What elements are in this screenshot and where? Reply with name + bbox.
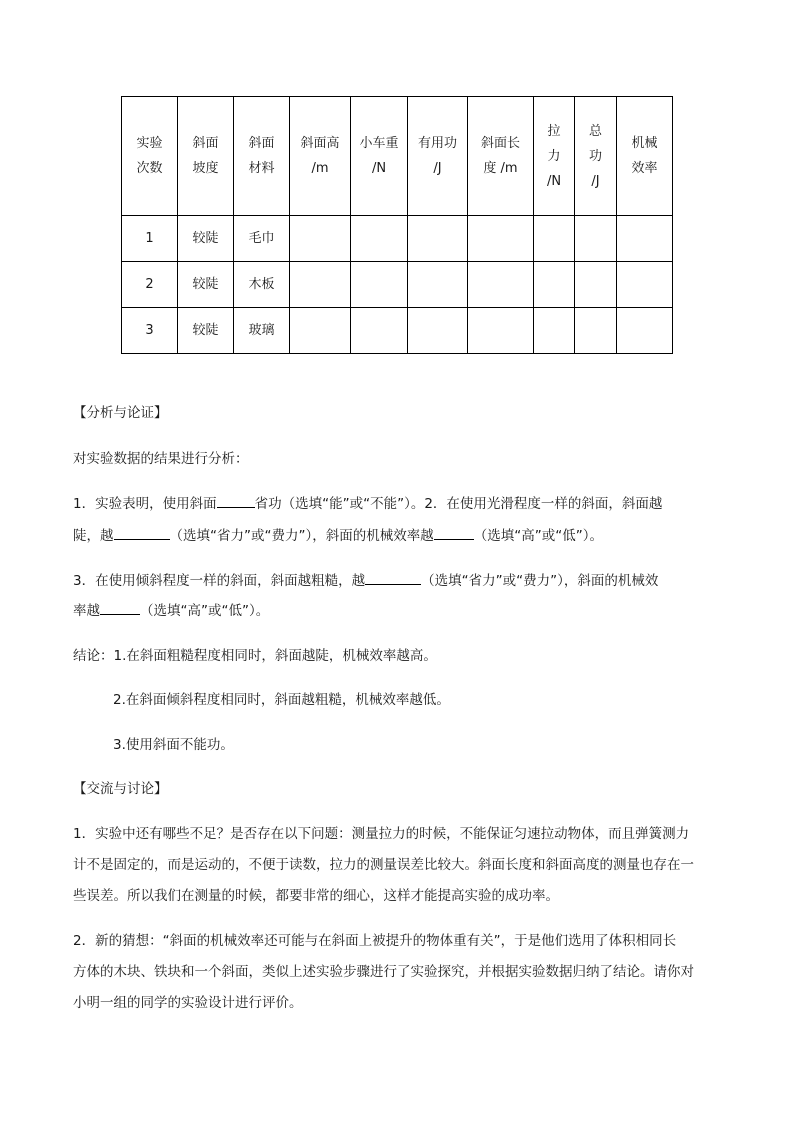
table-cell [290, 216, 351, 262]
header-useful-work: 有用功 /J [408, 97, 468, 216]
table-cell [575, 308, 617, 354]
analysis-heading: 【分析与论证】 [73, 405, 168, 421]
table-cell [408, 308, 468, 354]
table-cell: 玻璃 [234, 308, 290, 354]
analysis-question-line: 陡，越 （选填“省力”或“费力”），斜面的机械效率越 （选填“高”或“低”）。 [73, 525, 723, 547]
table-cell [290, 262, 351, 308]
table-cell [534, 308, 575, 354]
table-cell [468, 262, 534, 308]
discussion-paragraph-line: 些误差。所以我们在测量的时候，都要非常的细心，这样才能提高实验的成功率。 [73, 888, 559, 904]
table-cell [468, 308, 534, 354]
table-cell: 较陡 [178, 216, 234, 262]
table-cell [408, 262, 468, 308]
table-cell [575, 262, 617, 308]
discussion-paragraph-line: 小明一组的同学的实验设计进行评价。 [73, 995, 303, 1011]
header-slope-length: 斜面长 度 /m [468, 97, 534, 216]
analysis-question-line: 1．实验表明，使用斜面 省功（选填“能”或“不能”）。2．在使用光滑程度一样的斜面，斜面越 [73, 493, 723, 515]
table-cell [534, 216, 575, 262]
discussion-heading: 【交流与讨论】 [73, 781, 168, 797]
header-slope-material: 斜面 材料 [234, 97, 290, 216]
table-cell [351, 308, 408, 354]
discussion-paragraph-line: 2．新的猜想：“斜面的机械效率还可能与在斜面上被提升的物体重有关”，于是他们选用了体积相同长 [73, 933, 677, 949]
answer-blank[interactable] [100, 600, 140, 615]
header-mechanical-efficiency: 机械 效率 [617, 97, 673, 216]
table-cell [575, 216, 617, 262]
answer-blank[interactable] [114, 525, 170, 540]
analysis-question-line: 3．在使用倾斜程度一样的斜面，斜面越粗糙，越 （选填“省力”或“费力”），斜面的机械效 [73, 570, 723, 592]
analysis-question-line: 率越 （选填“高”或“低”）。 [73, 600, 723, 622]
table-cell: 较陡 [178, 262, 234, 308]
table-cell [351, 216, 408, 262]
table-cell [408, 216, 468, 262]
table-cell [290, 308, 351, 354]
discussion-paragraph-line: 计不是固定的，而是运动的，不便于读数，拉力的测量误差比较大。斜面长度和斜面高度的测量也存在一 [73, 857, 694, 873]
discussion-paragraph-line: 1．实验中还有哪些不足？是否存在以下问题：测量拉力的时候，不能保证匀速拉动物体，而且弹簧测力 [73, 826, 690, 842]
header-pull-force: 拉 力 /N [534, 97, 575, 216]
table-cell [617, 308, 673, 354]
header-trial-number: 实验 次数 [122, 97, 178, 216]
table-cell [351, 262, 408, 308]
answer-blank[interactable] [434, 525, 474, 540]
table-header-row [122, 97, 673, 216]
table-cell [534, 262, 575, 308]
header-slope-steepness: 斜面 坡度 [178, 97, 234, 216]
answer-blank[interactable] [217, 493, 255, 508]
table-cell [468, 216, 534, 262]
discussion-paragraph-line: 方体的木块、铁块和一个斜面，类似上述实验步骤进行了实验探究，并根据实验数据归纳了结论。请你对 [73, 964, 694, 980]
table-cell: 3 [122, 308, 178, 354]
conclusion-1: 结论：1.在斜面粗糙程度相同时，斜面越陡，机械效率越高。 [73, 648, 437, 664]
answer-blank[interactable] [365, 570, 421, 585]
analysis-intro: 对实验数据的结果进行分析： [73, 451, 249, 467]
table-cell: 木板 [234, 262, 290, 308]
header-cart-weight: 小车重 /N [351, 97, 408, 216]
table-cell [617, 262, 673, 308]
table-row [122, 216, 673, 262]
experiment-data-table [121, 96, 673, 354]
table-cell: 较陡 [178, 308, 234, 354]
header-total-work: 总 功 /J [575, 97, 617, 216]
header-slope-height: 斜面高 /m [290, 97, 351, 216]
table-cell: 毛巾 [234, 216, 290, 262]
table-cell: 1 [122, 216, 178, 262]
table-row [122, 262, 673, 308]
conclusion-2: 2.在斜面倾斜程度相同时，斜面越粗糙，机械效率越低。 [113, 692, 450, 708]
table-row [122, 308, 673, 354]
table-cell: 2 [122, 262, 178, 308]
conclusion-3: 3.使用斜面不能功。 [113, 737, 234, 753]
table-cell [617, 216, 673, 262]
